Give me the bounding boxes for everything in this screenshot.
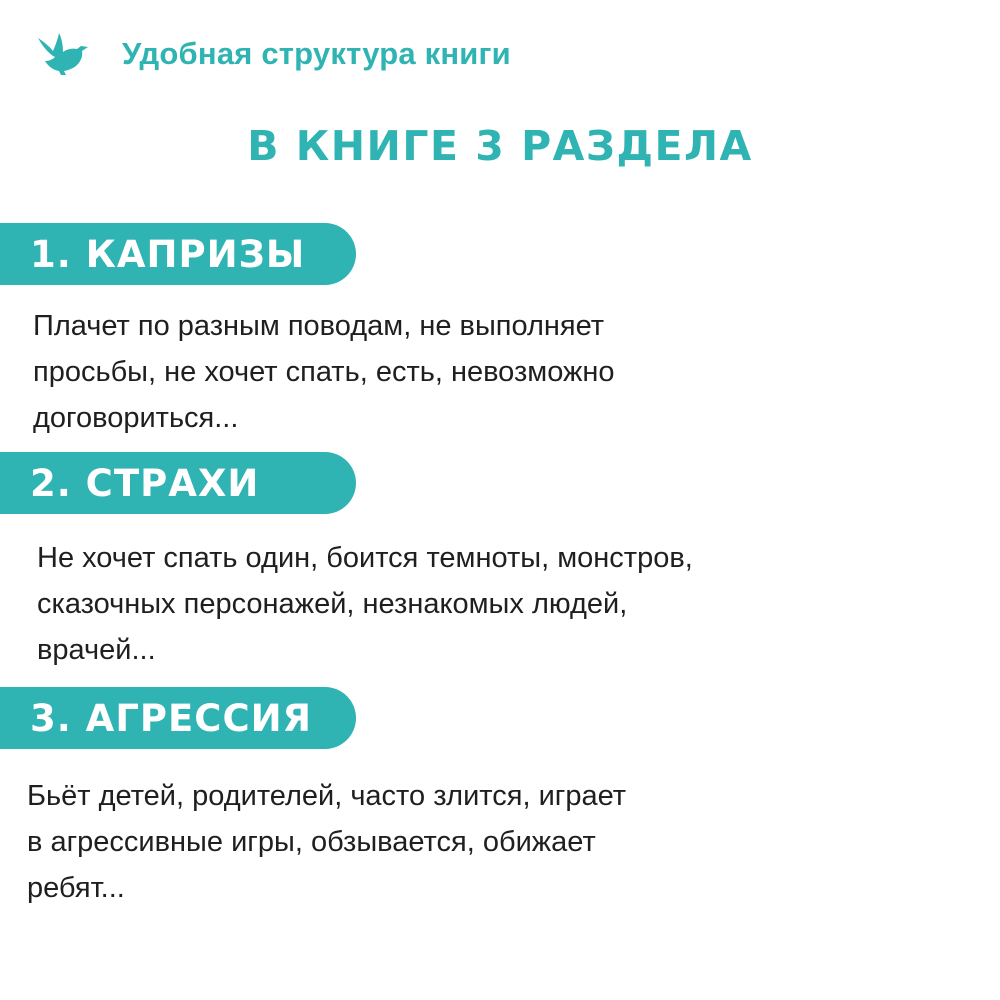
page-title: В КНИГЕ 3 РАЗДЕЛА xyxy=(247,122,753,170)
section-pill-aggression xyxy=(0,687,356,749)
section-pill-fears xyxy=(0,452,356,514)
section-description: Бьёт детей, родителей, часто злится, играет в агрессивные игры, обзывается, обижает ребят... xyxy=(27,780,627,904)
section-label: 3. АГРЕССИЯ xyxy=(30,696,313,740)
section-description: Не хочет спать один, боится темноты, монстров, сказочных персонажей, незнакомых людей, врачей... xyxy=(37,542,693,666)
section-pill-caprices xyxy=(0,223,356,285)
header-title: Удобная структура книги xyxy=(122,36,511,71)
section-description: Плачет по разным поводам, не выполняет просьбы, не хочет спать, есть, невозможно договориться... xyxy=(33,310,615,434)
header xyxy=(36,30,511,78)
bird-icon xyxy=(36,32,90,76)
section-label: 2. СТРАХИ xyxy=(30,461,260,505)
section-label: 1. КАПРИЗЫ xyxy=(30,232,306,276)
